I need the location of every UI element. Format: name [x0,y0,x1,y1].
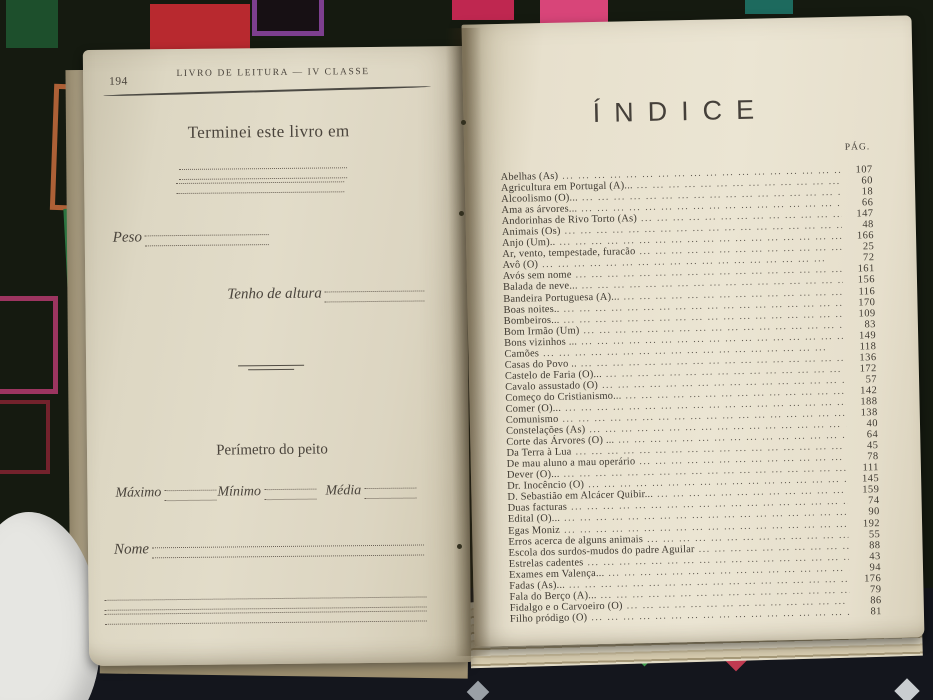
entry-page-number: 81 [870,605,883,618]
entry-title: Exames em Valença... [508,567,605,581]
entry-title: Avô (O) [502,259,539,272]
field-minimo [217,484,316,501]
header-rule [103,86,431,97]
entry-page-number: 136 [859,351,877,364]
entry-title: Abelhas (As) [500,170,559,183]
field-label: Máximo [115,485,162,501]
section-divider [236,362,306,373]
entry-title: Egas Moniz [508,524,561,537]
entry-page-number: 43 [869,550,881,562]
entry-title: Anjo (Um).. [502,237,556,250]
entry-page-number: 142 [860,385,878,397]
entry-page-number: 149 [858,329,877,342]
entry-title: Alcoolismo (O)... [501,192,579,206]
entry-title: Erros acerca de alguns animais [508,533,644,548]
entry-title: D. Sebastião em Alcácer Quibir... [507,489,654,504]
page-number: 194 [109,75,128,88]
field-peso [113,228,269,247]
entry-page-number: 74 [868,495,880,507]
index-list [501,164,882,625]
entry-page-number: 94 [869,561,882,574]
running-header: LIVRO DE LEITURA — IV CLASSE [176,67,370,80]
entry-title: Dr. Inocêncio (O) [507,479,585,493]
index-title: ÍNDICE [592,94,769,129]
entry-page-number: 83 [864,318,877,331]
entry-title: Duas facturas [507,502,568,515]
field-altura [227,284,425,303]
field-nome [114,538,424,558]
entry-title: Cavalo assustado (O) [505,379,599,393]
fabric-square-crimson [452,0,514,20]
binding-hole [457,544,462,549]
fabric-square-teal [745,0,793,14]
entry-page-number: 107 [855,164,873,176]
entry-page-number: 161 [857,263,875,275]
entry-page-number: 176 [864,572,882,585]
entry-title: Bombeiros... [503,314,560,327]
entry-title: Da Terra à Lua [506,446,572,460]
entry-title: Boas noites.. [503,303,560,316]
field-label: Tenho de altura [227,285,322,303]
entry-page-number: 48 [862,219,874,231]
entry-title: Corte das Árvores (O) ... [506,434,615,449]
entry-title: De mau aluno a mau operário [506,456,636,471]
entry-title: Comunismo [505,413,559,426]
entry-page-number: 40 [866,418,879,430]
blank-line [105,610,427,624]
fabric-square-green [6,0,58,48]
entry-title: Dever (O)... [506,469,560,482]
entry-title: Casas do Povo .. [504,358,577,371]
entry-page-number: 145 [861,473,880,485]
blank-line [179,167,347,180]
entry-page-number: 116 [858,285,876,298]
entry-title: Animais (Os) [501,225,561,239]
field-label: Peso [112,229,143,246]
entry-title: Estrelas cadentes [508,556,584,570]
entry-title: Fidalgo e o Carvoeiro (O) [509,600,623,614]
entry-title: Andorinhas de Rivo Torto (As) [501,213,638,228]
entry-title: Balada de neve... [502,280,578,294]
blank-line [105,596,427,610]
fabric-square-purple-outline [252,0,324,36]
entry-title: Filho pródigo (O) [509,612,588,625]
entry-page-number: 138 [860,407,878,419]
entry-page-number: 166 [856,230,875,242]
field-label: Média [325,483,362,499]
entry-page-number: 86 [870,594,882,607]
entry-page-number: 57 [865,374,878,386]
entry-page-number: 188 [860,396,878,408]
entry-page-number: 88 [869,539,881,551]
field-label: Mínimo [217,484,262,500]
entry-page-number: 72 [863,252,875,264]
field-media [325,483,416,500]
entry-title: Edital (O)... [507,513,561,526]
entry-page-number: 64 [866,429,879,441]
entry-title: Bons vizinhos ... [504,336,578,349]
form-title: Terminei este livro em [187,121,350,142]
entry-page-number: 118 [859,340,877,353]
blank-line [176,181,344,194]
entry-page-number: 109 [858,307,876,320]
entry-title: Bom Irmão (Um) [503,325,580,338]
entry-title: Ama as árvores... [501,203,578,217]
entry-title: Constelações (As) [505,424,586,438]
entry-title: Agricultura em Portugal (A)... [500,180,633,195]
entry-page-number: 79 [869,583,882,596]
binding-hole [459,211,464,216]
entry-page-number: 55 [868,528,881,540]
entry-title: Começo do Cristianismo... [505,390,622,404]
entry-page-number: 60 [861,175,874,187]
entry-page-number: 111 [862,462,880,474]
fabric-square-darkred-outline [0,400,50,474]
entry-page-number: 25 [862,241,875,253]
entry-page-number: 170 [858,296,876,309]
section-heading: Perímetro do peito [216,441,328,459]
entry-page-number: 159 [862,484,880,496]
entry-title: Fadas (As)... [509,579,566,592]
entry-page-number: 192 [862,517,881,529]
field-label: Nome [113,541,150,558]
entry-page-number: 172 [859,363,877,375]
entry-title: Ar, vento, tempestade, furacão [502,246,636,261]
entry-title: Fala do Berço (A)... [509,589,597,603]
entry-page-number: 66 [861,197,874,209]
left-page [83,46,471,666]
entry-title: Bandeira Portuguesa (A)... [503,291,620,305]
entry-title: Castelo de Faria (O)... [504,368,602,382]
entry-page-number: 147 [856,208,874,220]
entry-page-number: 45 [866,440,879,452]
fabric-square-magenta-outline [0,296,58,394]
right-page [462,15,925,646]
entry-title: Comer (O)... [505,402,562,415]
entry-page-number: 18 [861,186,874,198]
field-maximo [115,485,216,502]
entry-page-number: 156 [857,274,876,287]
entry-title: Avós sem nome [502,269,572,283]
entry-title: Escola dos surdos-mudos do padre Aguilar [508,543,695,559]
entry-title: Camões [504,347,540,360]
entry-page-number: 90 [868,506,880,518]
entry-page-number: 78 [867,451,879,463]
page-column-header: PÁG. [844,142,871,153]
binding-hole [461,120,466,125]
